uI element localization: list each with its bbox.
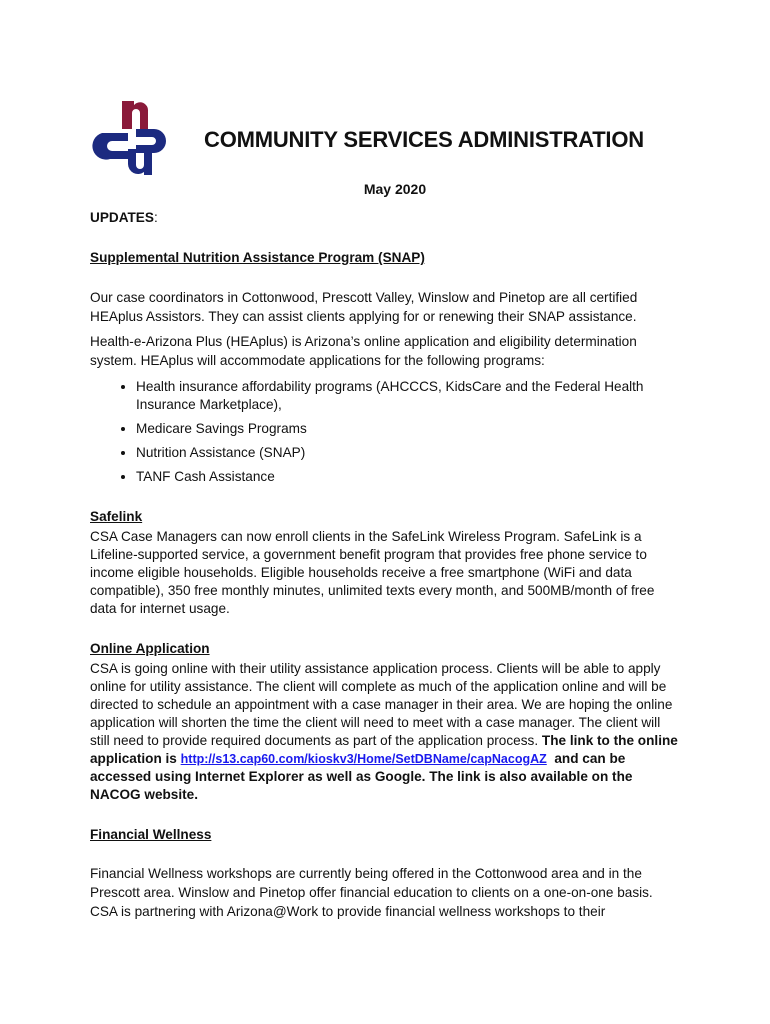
snap-heading: Supplemental Nutrition Assistance Program (SNAP) [90,250,425,265]
updates-label: UPDATES [90,210,154,225]
safelink-heading: Safelink [90,509,143,524]
snap-paragraph-1: Our case coordinators in Cottonwood, Prescott Valley, Winslow and Pinetop are all certified HEAplus Assistors. They can assist clients applying for or renewing their SNAP assistance. [90,290,638,324]
list-item: • Health insurance affordability programs (AHCCCS, KidsCare and the Federal Health Insurance Marketplace), [136,378,680,414]
list-item: • Nutrition Assistance (SNAP) [136,444,680,462]
list-item: • Medicare Savings Programs [136,420,680,438]
colon: : [153,210,158,225]
online-application-link[interactable]: http://s13.cap60.com/kioskv3/Home/SetDBName/capNacogAZ [180,752,547,766]
date: May 2020 [363,181,427,197]
snap-paragraph-2: Health-e-Arizona Plus (HEAplus) is Arizona’s online application and eligibility determination system. HEAplus will accommodate applications for the following programs: [90,334,637,368]
online-application-paragraph [90,660,680,804]
page-title: COMMUNITY SERVICES ADMINISTRATION [204,127,644,152]
list-item: • TANF Cash Assistance [136,468,680,486]
nacog-logo [92,93,178,179]
online-text: CSA is going online with their utility assistance application process. Clients will be able to apply online for utility assistance. The client will complete as much of the application online and will be directed to schedule an appointment with a case manager in their area. We are hoping the online application will shorten the time the client will need to meet with a case manager. The client will still need to provide required documents as part of the application process. [90,661,673,748]
document-body [90,209,680,921]
financial-wellness-heading: Financial Wellness [90,827,212,842]
online-application-heading: Online Application [90,641,210,656]
online-bold-text: The link to the online application is [90,733,678,766]
safelink-paragraph: CSA Case Managers can now enroll clients in the SafeLink Wireless Program. SafeLink is a Lifeline-supported service, a government benefit program that provides free phone service to income eligible households. Eligible households receive a free smartphone (WiFi and data compatible), 350 free monthly minutes, unlimited texts every month, and 500MB/month of free data for internet usage. [90,529,655,616]
online-bold-text-2: and can be accessed using Internet Explorer as well as Google. The link is also available on the NACOG website. [90,751,633,802]
financial-wellness-paragraph: Financial Wellness workshops are currently being offered in the Cottonwood area and in the Prescott area. Winslow and Pinetop offer financial education to clients on a one-on-one basis. CSA is partnering with Arizona@Work to provide financial wellness workshops to their [90,866,653,919]
snap-program-list [90,378,680,486]
